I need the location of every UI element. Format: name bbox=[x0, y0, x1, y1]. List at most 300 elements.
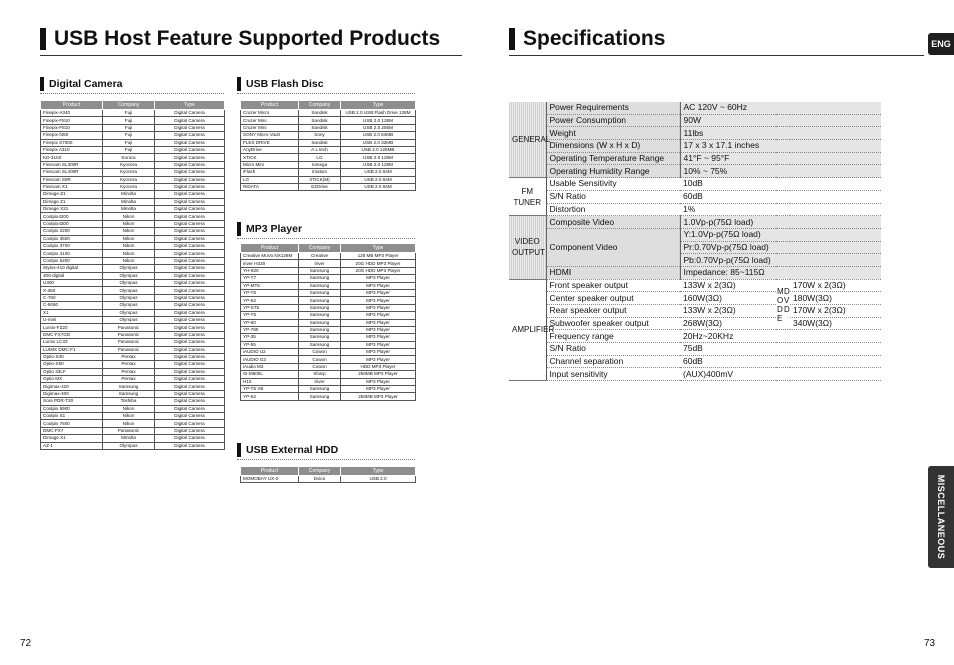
section-rule-digital-camera bbox=[40, 93, 224, 94]
spec-label: Subwoofer speaker output bbox=[546, 317, 680, 330]
table-row bbox=[41, 235, 225, 242]
spec-row-hdmi bbox=[509, 266, 881, 279]
spec-label: Rear speaker output bbox=[546, 305, 680, 318]
table-cell: Dvico bbox=[299, 476, 341, 483]
table-cell: Samsung bbox=[299, 304, 341, 311]
table-row bbox=[41, 154, 225, 161]
table-row bbox=[241, 334, 416, 341]
spec-row-sn-ratio bbox=[509, 190, 881, 203]
table-cell: Iomega bbox=[299, 161, 341, 168]
table-row bbox=[41, 220, 225, 227]
section-rule-usb-hdd bbox=[237, 459, 415, 460]
table-cell: Digital Camera bbox=[155, 309, 225, 316]
category-video-output bbox=[509, 216, 546, 279]
table-cell: Samsung bbox=[299, 297, 341, 304]
table-cell: Nikon bbox=[103, 228, 155, 235]
table-cell: Dimage X1 bbox=[41, 435, 103, 442]
table-cell: USB 2.0 256M bbox=[341, 124, 416, 131]
table-cell: Stylus-410 digital bbox=[41, 265, 103, 272]
table-row bbox=[41, 206, 225, 213]
spec-row-distortion bbox=[509, 203, 881, 216]
table-cell: SONY Micro Vault bbox=[241, 132, 299, 139]
table-row bbox=[241, 349, 416, 356]
table-cell: MP3 Player bbox=[341, 282, 416, 289]
section-bar-mp3 bbox=[237, 222, 241, 236]
section-title-usb-flash: USB Flash Disc bbox=[246, 78, 324, 90]
table-cell: Digital Camera bbox=[155, 235, 225, 242]
spec-row-composite-video bbox=[509, 216, 881, 229]
table-cell: Fuji bbox=[103, 117, 155, 124]
table-cell: Pentax bbox=[103, 368, 155, 375]
table-cell: Fuji bbox=[103, 132, 155, 139]
table-row bbox=[241, 275, 416, 282]
table-cell: Sandisk bbox=[299, 110, 341, 117]
table-cell: Coolpix 4100 bbox=[41, 250, 103, 257]
table-cell: Samsung bbox=[299, 386, 341, 393]
spec-value: 10dB bbox=[680, 178, 881, 191]
table-cell: Fuji bbox=[103, 110, 155, 117]
table-row bbox=[41, 139, 225, 146]
table-row bbox=[241, 319, 416, 326]
table-cell: Sandisk bbox=[299, 124, 341, 131]
table-cell: Pentax bbox=[103, 361, 155, 368]
table-cell: 20G HDD MP3 Player bbox=[341, 267, 416, 274]
title-bar-left bbox=[40, 28, 46, 50]
table-cell: Finecam SL400R bbox=[41, 169, 103, 176]
table-cell: Finepix-F810 bbox=[41, 124, 103, 131]
table-row bbox=[241, 132, 416, 139]
table-cell: YP-MT6 bbox=[241, 282, 299, 289]
table-row bbox=[241, 304, 416, 311]
table-cell: Digital Camera bbox=[155, 220, 225, 227]
spec-label: Component Video bbox=[546, 228, 680, 266]
spec-row-weight bbox=[509, 127, 881, 140]
table-cell: YP-T6 bbox=[241, 289, 299, 296]
table-cell: YP-T7 bbox=[241, 275, 299, 282]
table-cell: RiDATA bbox=[241, 183, 299, 190]
section-bar-digital-camera bbox=[40, 77, 44, 91]
table-cell: Samsung bbox=[299, 275, 341, 282]
table-cell: XTICK bbox=[241, 154, 299, 161]
table-cell: Nikon bbox=[103, 250, 155, 257]
table-header-row bbox=[41, 101, 225, 110]
category-video-line1: VIDEO bbox=[514, 237, 540, 247]
table-cell: Digital Camera bbox=[155, 198, 225, 205]
table-cell: Cowon bbox=[299, 363, 341, 370]
table-cell: Digimax-420 bbox=[41, 383, 103, 390]
spec-label: Operating Temperature Range bbox=[546, 152, 680, 165]
mode-label bbox=[776, 279, 790, 330]
table-cell: Dimage Z1 bbox=[41, 198, 103, 205]
table-cell: USB 2.0 64M bbox=[341, 169, 416, 176]
category-video-line2: OUTPUT bbox=[512, 248, 545, 258]
title-rule-right bbox=[509, 55, 924, 56]
spec-label: Dimensions (W x H x D) bbox=[546, 140, 680, 153]
table-cell: Lumix-FZ20 bbox=[41, 324, 103, 331]
table-cell: Panasonic bbox=[103, 324, 155, 331]
spec-value-dvd: 170W x 2(3Ω) bbox=[790, 305, 881, 318]
table-cell: iAUDIO U2 bbox=[241, 349, 299, 356]
table-cell: YP-35 bbox=[241, 334, 299, 341]
column-header: Product bbox=[241, 101, 299, 110]
side-tab-label: MISCELLANEOUS bbox=[936, 474, 946, 560]
table-cell: Iriver bbox=[299, 260, 341, 267]
table-cell: DMC-FX7GD bbox=[41, 331, 103, 338]
digital-camera-table bbox=[40, 100, 225, 450]
table-cell: Digital Camera bbox=[155, 331, 225, 338]
table-cell: Finecam SL300R bbox=[41, 161, 103, 168]
table-cell: Coolpix 5200 bbox=[41, 257, 103, 264]
table-row bbox=[41, 368, 225, 375]
table-cell: KD-310Z bbox=[41, 154, 103, 161]
table-cell: Olympus bbox=[103, 287, 155, 294]
table-row bbox=[41, 132, 225, 139]
section-bar-usb-hdd bbox=[237, 443, 241, 457]
spec-label: Front speaker output bbox=[546, 279, 680, 292]
table-cell: Olympus bbox=[103, 302, 155, 309]
table-row bbox=[41, 442, 225, 449]
table-cell: Olympus bbox=[103, 316, 155, 323]
table-cell: HDD MP3 Player bbox=[341, 363, 416, 370]
table-cell: Creative MuVo NX128M bbox=[241, 253, 299, 260]
table-cell: U300 bbox=[41, 279, 103, 286]
table-row bbox=[241, 253, 416, 260]
table-cell: Digital Camera bbox=[155, 183, 225, 190]
table-cell: Optio-S50 bbox=[41, 361, 103, 368]
spec-value: 90W bbox=[680, 114, 881, 127]
table-cell: FLEX DRIVE bbox=[241, 139, 299, 146]
table-cell: 256MB MP3 Player bbox=[341, 393, 416, 400]
table-cell: Digital Camera bbox=[155, 383, 225, 390]
spec-row-amp-sn-ratio bbox=[509, 343, 881, 356]
table-row bbox=[241, 386, 416, 393]
table-header-row bbox=[241, 101, 416, 110]
table-row bbox=[241, 312, 416, 319]
spec-row-subwoofer-speaker bbox=[509, 317, 881, 330]
table-row bbox=[41, 213, 225, 220]
spec-row-input-sensitivity bbox=[509, 368, 881, 381]
spec-row-center-speaker bbox=[509, 292, 881, 305]
column-header: Type bbox=[341, 244, 416, 253]
language-tab: ENG bbox=[928, 33, 954, 55]
table-row bbox=[41, 124, 225, 131]
table-cell: MP3 Player bbox=[341, 312, 416, 319]
table-row bbox=[41, 243, 225, 250]
category-amplifier: AMPLIFIER bbox=[509, 279, 546, 381]
table-row bbox=[41, 294, 225, 301]
table-cell: Digital Camera bbox=[155, 132, 225, 139]
table-cell: MP3 Player bbox=[341, 378, 416, 385]
table-cell: Imation bbox=[299, 169, 341, 176]
page-title-left: USB Host Feature Supported Products bbox=[54, 27, 441, 50]
spec-label: S/N Ratio bbox=[546, 343, 680, 356]
spec-label: S/N Ratio bbox=[546, 190, 680, 203]
table-cell: Nikon bbox=[103, 405, 155, 412]
table-row bbox=[41, 279, 225, 286]
table-row bbox=[41, 376, 225, 383]
table-cell: Digital Camera bbox=[155, 154, 225, 161]
column-header: Company bbox=[299, 101, 341, 110]
table-cell: Coolpix4200 bbox=[41, 213, 103, 220]
table-row bbox=[41, 146, 225, 153]
table-row bbox=[241, 176, 416, 183]
spec-value: 60dB bbox=[680, 355, 881, 368]
table-row bbox=[241, 146, 416, 153]
table-cell: Iriver bbox=[299, 378, 341, 385]
category-fm-tuner bbox=[509, 178, 546, 216]
table-cell: Samsung bbox=[299, 393, 341, 400]
table-cell: Digital Camera bbox=[155, 110, 225, 117]
table-cell: Minolta bbox=[103, 191, 155, 198]
column-header: Product bbox=[41, 101, 103, 110]
table-cell: Samsung bbox=[299, 326, 341, 333]
table-cell: Finepix-f450 bbox=[41, 132, 103, 139]
spec-value-dvd: 170W x 2(3Ω) bbox=[790, 279, 881, 292]
table-cell: MOMOBAY UX-2 bbox=[241, 476, 299, 483]
table-cell: Digital Camera bbox=[155, 139, 225, 146]
spec-value: Pb:0.70Vp-p(75Ω load) bbox=[680, 254, 881, 267]
column-header: Type bbox=[341, 101, 416, 110]
table-row bbox=[41, 161, 225, 168]
table-cell: Digital Camera bbox=[155, 169, 225, 176]
table-cell: Lumix LC33 bbox=[41, 339, 103, 346]
table-cell: Digital Camera bbox=[155, 124, 225, 131]
table-cell: Optio-S40 bbox=[41, 353, 103, 360]
table-cell: Kyocera bbox=[103, 161, 155, 168]
spec-value: AC 120V ~ 60Hz bbox=[680, 102, 881, 114]
spec-value: 268W(3Ω) bbox=[680, 317, 776, 330]
spec-row-frequency-range bbox=[509, 330, 881, 343]
table-row bbox=[41, 309, 225, 316]
table-cell: 128 MB MP3 Player bbox=[341, 253, 416, 260]
table-cell: Digital Camera bbox=[155, 206, 225, 213]
table-cell: Digital Camera bbox=[155, 250, 225, 257]
table-cell: 300-digital bbox=[41, 272, 103, 279]
spec-value: 160W(3Ω) bbox=[680, 292, 776, 305]
column-header: Product bbox=[241, 467, 299, 476]
table-cell: YP-780 bbox=[241, 326, 299, 333]
table-cell: Olympus bbox=[103, 294, 155, 301]
table-cell: X-350 bbox=[41, 287, 103, 294]
spec-label: Distortion bbox=[546, 203, 680, 216]
table-cell: Dimage-Z1 bbox=[41, 191, 103, 198]
mode-label-left: M O D E bbox=[777, 286, 784, 323]
table-cell: Dimage X31 bbox=[41, 206, 103, 213]
table-cell: EZDrive bbox=[299, 183, 341, 190]
spec-value: 133W x 2(3Ω) bbox=[680, 279, 776, 292]
mode-label-right: D V D bbox=[784, 286, 790, 314]
table-cell: Kyocera bbox=[103, 176, 155, 183]
column-header: Company bbox=[299, 467, 341, 476]
table-row bbox=[41, 250, 225, 257]
table-cell: Cruzer Mini bbox=[241, 117, 299, 124]
table-cell: YH-920 bbox=[241, 267, 299, 274]
table-cell: iriver H320 bbox=[241, 260, 299, 267]
table-cell: Samsung bbox=[299, 341, 341, 348]
table-cell: Digital Camera bbox=[155, 427, 225, 434]
table-cell: Toshiba bbox=[103, 398, 155, 405]
table-row bbox=[241, 139, 416, 146]
table-cell: Nikon bbox=[103, 220, 155, 227]
table-cell: Digital Camera bbox=[155, 398, 225, 405]
table-row bbox=[41, 169, 225, 176]
spec-value: (AUX)400mV bbox=[680, 368, 881, 381]
table-cell: Digital Camera bbox=[155, 213, 225, 220]
page-title-right: Specifications bbox=[523, 27, 666, 50]
table-row bbox=[241, 289, 416, 296]
table-cell: Digital Camera bbox=[155, 405, 225, 412]
table-row bbox=[241, 341, 416, 348]
table-cell: Micro Mini bbox=[241, 161, 299, 168]
table-cell: XTICK(M) bbox=[299, 176, 341, 183]
spec-value-dvd: 340W(3Ω) bbox=[790, 317, 881, 330]
table-row bbox=[241, 154, 416, 161]
table-cell: Coolpix 3700 bbox=[41, 243, 103, 250]
table-cell: Cruzer Mini bbox=[241, 124, 299, 131]
table-cell: Finecam S5R bbox=[41, 176, 103, 183]
spec-row-front-speaker bbox=[509, 279, 881, 292]
spec-label: Frequency range bbox=[546, 330, 680, 343]
table-row bbox=[41, 265, 225, 272]
spec-value: 1% bbox=[680, 203, 881, 216]
table-cell: Pentax bbox=[103, 353, 155, 360]
table-cell: Minolta bbox=[103, 206, 155, 213]
table-cell: Digital Camera bbox=[155, 339, 225, 346]
table-cell: Finepix A310 bbox=[41, 146, 103, 153]
table-cell: Digital Camera bbox=[155, 435, 225, 442]
table-cell: Nikon bbox=[103, 257, 155, 264]
spec-label: Power Requirements bbox=[546, 102, 680, 114]
table-cell: Nikon bbox=[103, 243, 155, 250]
table-cell: Digital Camera bbox=[155, 294, 225, 301]
section-title-usb-hdd: USB External HDD bbox=[246, 444, 339, 456]
table-cell: YP-T5 VB bbox=[241, 386, 299, 393]
category-fm-line2: TUNER bbox=[513, 197, 542, 207]
table-cell: MP3 Player bbox=[341, 319, 416, 326]
section-rule-usb-flash bbox=[237, 93, 415, 94]
table-cell: Samsung bbox=[299, 319, 341, 326]
table-cell: USB 2.0 USB Flash Drive 128M bbox=[341, 110, 416, 117]
table-cell: Digital Camera bbox=[155, 442, 225, 449]
table-cell: USB 2.0 64M bbox=[341, 183, 416, 190]
section-title-mp3: MP3 Player bbox=[246, 223, 303, 235]
table-row bbox=[41, 272, 225, 279]
table-cell: Digital Camera bbox=[155, 420, 225, 427]
spec-row-rear-speaker bbox=[509, 305, 881, 318]
spec-row-dimensions bbox=[509, 140, 881, 153]
side-tab-miscellaneous bbox=[928, 466, 954, 568]
table-row bbox=[241, 297, 416, 304]
table-row bbox=[41, 413, 225, 420]
table-cell: Olympus bbox=[103, 442, 155, 449]
table-cell: USB 2.0 128M bbox=[341, 161, 416, 168]
table-row bbox=[241, 183, 416, 190]
table-cell: C-5060 bbox=[41, 302, 103, 309]
spec-value: 60dB bbox=[680, 190, 881, 203]
table-cell: Creative bbox=[299, 253, 341, 260]
table-cell: 256MB MP3 Player bbox=[341, 371, 416, 378]
table-row bbox=[41, 346, 225, 353]
spec-row-power-consumption bbox=[509, 114, 881, 127]
table-cell: Digital Camera bbox=[155, 361, 225, 368]
table-cell: Finepix-A340 bbox=[41, 110, 103, 117]
table-cell: YP-55 bbox=[241, 341, 299, 348]
table-cell: Samsung bbox=[103, 390, 155, 397]
table-cell: USB 2.0 32MB bbox=[341, 139, 416, 146]
table-cell: U-mini bbox=[41, 316, 103, 323]
table-cell: AnyDrive bbox=[241, 146, 299, 153]
spec-label: Center speaker output bbox=[546, 292, 680, 305]
table-row bbox=[241, 326, 416, 333]
section-rule-mp3 bbox=[237, 238, 415, 239]
spec-label: Usable Sensitivity bbox=[546, 178, 680, 191]
table-cell: LG bbox=[299, 154, 341, 161]
table-cell: iAUDIO G3 bbox=[241, 356, 299, 363]
table-cell: Panasonic bbox=[103, 346, 155, 353]
page-number-right: 73 bbox=[924, 638, 936, 649]
table-cell: SI-M500L bbox=[241, 371, 299, 378]
table-row bbox=[241, 110, 416, 117]
table-cell: Digital Camera bbox=[155, 316, 225, 323]
table-cell: MP3 Player bbox=[341, 297, 416, 304]
column-header: Company bbox=[103, 101, 155, 110]
table-cell: MP3 Player bbox=[341, 341, 416, 348]
table-cell: YP-53 bbox=[241, 297, 299, 304]
table-cell: Digital Camera bbox=[155, 243, 225, 250]
table-cell: X1 bbox=[41, 309, 103, 316]
section-bar-usb-flash bbox=[237, 77, 241, 91]
table-row bbox=[41, 420, 225, 427]
table-cell: Kyocera bbox=[103, 169, 155, 176]
table-cell: USB 2.0 128M bbox=[341, 117, 416, 124]
category-fm-line1: FM bbox=[521, 186, 534, 196]
spec-value: Impedance: 85~115Ω bbox=[680, 266, 881, 279]
table-row bbox=[241, 356, 416, 363]
spec-value: 17 x 3 x 17.1 inches bbox=[680, 140, 881, 153]
table-cell: Samsung bbox=[299, 289, 341, 296]
spec-label: Weight bbox=[546, 127, 680, 140]
table-cell: Coolpix 5900 bbox=[41, 405, 103, 412]
spec-value: 11lbs bbox=[680, 127, 881, 140]
table-row bbox=[41, 398, 225, 405]
spec-value: 133W x 2(3Ω) bbox=[680, 305, 776, 318]
table-cell: USB 2.0 128M bbox=[341, 154, 416, 161]
table-cell: Minolta bbox=[103, 198, 155, 205]
table-cell: AZ-1 bbox=[41, 442, 103, 449]
table-cell: 20G HDD MP3 Player bbox=[341, 260, 416, 267]
table-cell: Pentax bbox=[103, 376, 155, 383]
table-row bbox=[41, 339, 225, 346]
spec-row-power-requirements bbox=[509, 102, 881, 114]
table-cell: Digital Camera bbox=[155, 272, 225, 279]
table-row bbox=[241, 260, 416, 267]
table-cell: Finecam X1 bbox=[41, 183, 103, 190]
table-cell: YP-T5 bbox=[241, 312, 299, 319]
table-cell: Samsung bbox=[299, 267, 341, 274]
table-cell: Digital Camera bbox=[155, 324, 225, 331]
table-cell: MP3 Player bbox=[341, 356, 416, 363]
spec-label: Input sensitivity bbox=[546, 368, 680, 381]
table-row bbox=[241, 371, 416, 378]
spec-row-operating-humidity bbox=[509, 165, 881, 178]
table-cell: Panasonic bbox=[103, 331, 155, 338]
table-cell: Digital Camera bbox=[155, 161, 225, 168]
table-cell: Optio MX bbox=[41, 376, 103, 383]
table-cell: Coolpix 3500 bbox=[41, 235, 103, 242]
table-cell: Samsung bbox=[299, 334, 341, 341]
table-cell: Nikon bbox=[103, 235, 155, 242]
spec-value-dvd: 180W(3Ω) bbox=[790, 292, 881, 305]
